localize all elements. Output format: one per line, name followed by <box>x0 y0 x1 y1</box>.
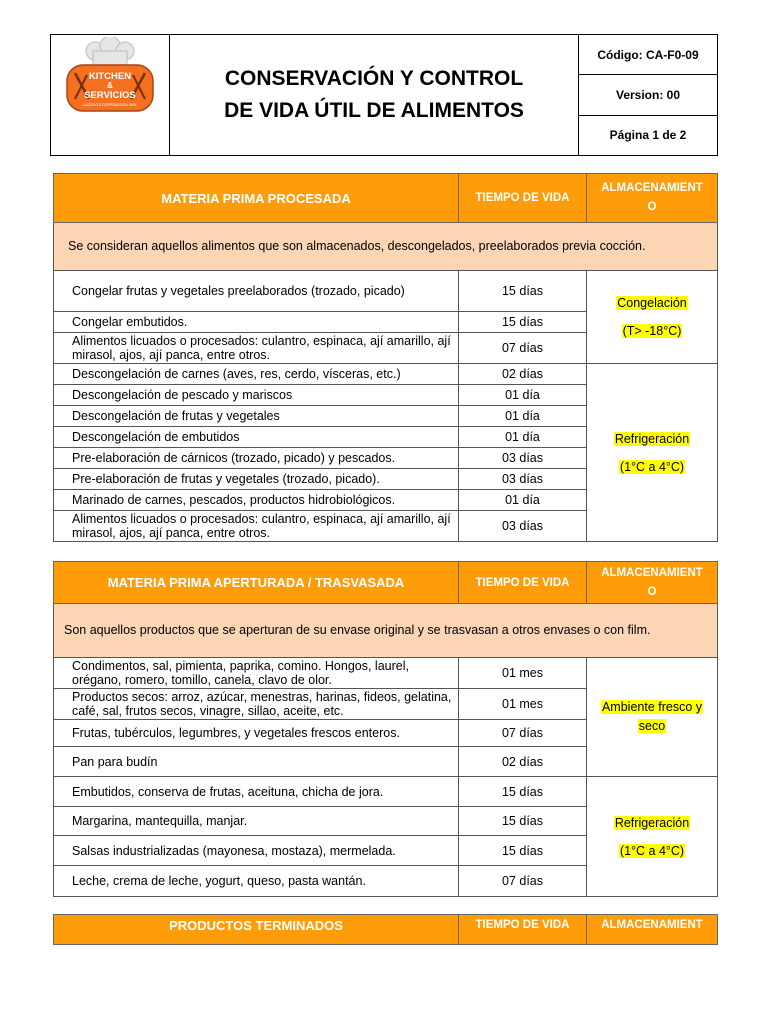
table-row: Descongelación de embutidos 01 día <box>54 427 718 448</box>
document-meta <box>579 35 717 155</box>
table-row: Leche, crema de leche, yogurt, queso, pasta wantán. 07 días <box>54 866 718 897</box>
section-header-row <box>54 915 718 945</box>
document-title <box>170 35 579 155</box>
col-header-time: TIEMPO DE VIDA <box>459 562 587 604</box>
table-row: Congelar frutas y vegetales preelaborados (trozado, picado) 15 días Congelación (T> -18°C) <box>54 271 718 312</box>
col-header-storage: ALMACENAMIENT <box>587 915 718 945</box>
section-header-row <box>54 174 718 223</box>
title-line-2: DE VIDA ÚTIL DE ALIMENTOS <box>224 99 524 122</box>
col-header-item: PRODUCTOS TERMINADOS <box>54 915 459 945</box>
col-header-time: TIEMPO DE VIDA <box>459 174 587 223</box>
document-version: Version: 00 <box>579 75 717 115</box>
table-row: Alimentos licuados o procesados: culantro, espinaca, ají amarillo, ají mirasol, ajos, ají panca, entre otros. 07 días <box>54 333 718 364</box>
table-row: Frutas, tubérculos, legumbres, y vegetales frescos enteros. 07 días <box>54 720 718 747</box>
document-code: Código: CA-F0-09 <box>579 35 717 75</box>
logo-text-2: & <box>107 81 113 90</box>
col-header-item: MATERIA PRIMA APERTURADA / TRASVASADA <box>54 562 459 604</box>
logo-cell <box>51 35 170 155</box>
section-description: Se consideran aquellos alimentos que son almacenados, descongelados, preelaborados previa cocción. <box>54 223 718 271</box>
logo-text-3: SERVICIOS <box>84 90 136 101</box>
title-line-1: CONSERVACIÓN Y CONTROL <box>224 67 524 90</box>
section-description-row <box>54 223 718 271</box>
table-row: Pre-elaboración de frutas y vegetales (trozado, picado). 03 días <box>54 469 718 490</box>
table-row: Alimentos licuados o procesados: culantro, espinaca, ají amarillo, ají mirasol, ajos, ají panca, entre otros. 03 días <box>54 511 718 542</box>
chef-hat-logo-icon <box>61 37 159 155</box>
table-row: Congelar embutidos. 15 días <box>54 312 718 333</box>
document-page: Página 1 de 2 <box>609 128 687 143</box>
storage-freezing: Congelación (T> -18°C) <box>587 271 718 364</box>
col-header-time: TIEMPO DE VIDA <box>459 915 587 945</box>
table-row: Margarina, mantequilla, manjar. 15 días <box>54 807 718 836</box>
storage-refrigeration: Refrigeración (1°C a 4°C) <box>587 777 718 897</box>
table-row: Descongelación de carnes (aves, res, cerdo, vísceras, etc.) 02 días Refrigeración (1°C a 4°C) <box>54 364 718 385</box>
table-row: Embutidos, conserva de frutas, aceituna, chicha de jora. 15 días Refrigeración (1°C a 4°C) <box>54 777 718 807</box>
section-description: Son aquellos productos que se aperturan de su envase original y se trasvasan a otros envases o con film. <box>54 604 718 658</box>
table-row: Condimentos, sal, pimienta, paprika, comino. Hongos, laurel, orégano, romero, tomillo, canela, clavo de olor. 01 mes Ambiente fresco y seco <box>54 658 718 689</box>
logo-text-1: KITCHEN <box>88 71 132 82</box>
col-header-storage: ALMACENAMIENT O <box>587 562 718 604</box>
table-row: Salsas industrializadas (mayonesa, mostaza), mermelada. 15 días <box>54 836 718 866</box>
table-row: Pan para budín 02 días <box>54 747 718 777</box>
table-row: Productos secos: arroz, azúcar, menestras, harinas, fideos, gelatina, café, sal, frutos secos, vinagre, sillao, aceite, etc. 01 mes <box>54 689 718 720</box>
section-opened <box>53 561 718 897</box>
table-row: Marinado de carnes, pescados, productos hidrobiológicos. 01 día <box>54 490 718 511</box>
logo-text-4: LUCERO'S CORPORATION EIRL <box>83 103 137 107</box>
section-description-row <box>54 604 718 658</box>
col-header-item: MATERIA PRIMA PROCESADA <box>54 174 459 223</box>
table-row: Pre-elaboración de cárnicos (trozado, picado) y pescados. 03 días <box>54 448 718 469</box>
section-processed <box>53 173 718 542</box>
storage-refrigeration: Refrigeración (1°C a 4°C) <box>587 364 718 542</box>
table-row: Descongelación de pescado y mariscos 01 día <box>54 385 718 406</box>
section-finished-products <box>53 914 718 945</box>
document-header <box>50 34 718 156</box>
section-header-row <box>54 562 718 604</box>
col-header-storage: ALMACENAMIENT O <box>587 174 718 223</box>
table-row: Descongelación de frutas y vegetales 01 día <box>54 406 718 427</box>
storage-cool-dry: Ambiente fresco y seco <box>587 658 718 777</box>
